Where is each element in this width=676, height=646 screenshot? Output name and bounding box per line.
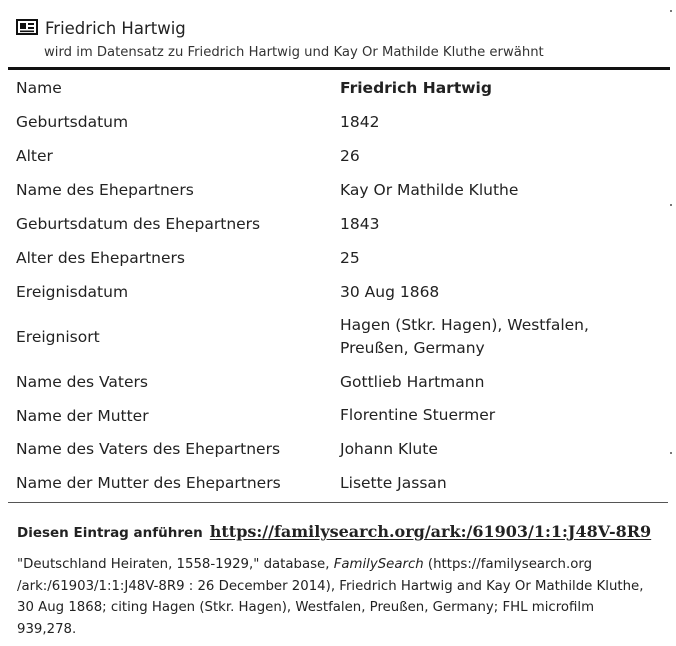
record-table (8, 71, 668, 500)
record-document-icon (16, 19, 38, 35)
field-label: Ereignisdatum (16, 283, 129, 301)
corner-mark (670, 10, 672, 12)
field-value: Florentine Stuermer (340, 406, 496, 424)
table-row (8, 466, 668, 500)
field-value: Johann Klute (340, 439, 438, 458)
field-value: Lisette Jassan (340, 473, 447, 492)
citation-text-end: (https://familysearch.org /ark:/61903/1:1:J48V-8R9 : 26 December 2014), Friedrich Hartwig and Kay Or Mathilde Kluthe, 30 Aug 1868; citing Hagen (Stkr. Hagen), Westfalen, Preußen, Germany; FHL microfilm 939,278. (17, 557, 644, 637)
table-row (8, 309, 668, 365)
field-label: Ereignisort (16, 328, 100, 346)
record-title: Friedrich Hartwig (45, 18, 186, 38)
citation-text (17, 554, 657, 640)
citation-link[interactable]: https://familysearch.org/ark:/61903/1:1:J48V-8R9 (209, 522, 652, 541)
table-row (8, 365, 668, 399)
table-row (8, 71, 668, 105)
field-value: Kay Or Mathilde Kluthe (340, 180, 519, 199)
record-header (16, 14, 668, 60)
table-row (8, 241, 668, 275)
field-value: Friedrich Hartwig (340, 78, 492, 97)
table-row (8, 139, 668, 173)
citation-label: Diesen Eintrag anführen (17, 525, 203, 541)
record-subtitle: wird im Datensatz zu Friedrich Hartwig und Kay Or Mathilde Kluthe erwähnt (44, 45, 544, 60)
field-value: 1843 (340, 214, 380, 233)
field-label: Name (16, 79, 62, 97)
field-label: Name des Vaters (16, 373, 148, 391)
field-label: Name der Mutter des Ehepartners (16, 474, 281, 492)
corner-mark (670, 204, 672, 206)
table-row (8, 173, 668, 207)
field-label: Alter des Ehepartners (16, 249, 185, 267)
corner-mark (670, 452, 672, 454)
field-label: Geburtsdatum (16, 113, 129, 131)
field-label: Name der Mutter (16, 406, 149, 425)
table-row (8, 399, 668, 432)
field-value: 30 Aug 1868 (340, 282, 440, 301)
field-value: 1842 (340, 112, 380, 131)
title-row (16, 14, 668, 42)
field-value: Gottlieb Hartmann (340, 372, 485, 391)
field-value: Hagen (Stkr. Hagen), Westfalen, Preußen, Germany (340, 316, 589, 357)
bottom-divider (8, 502, 668, 503)
field-label: Geburtsdatum des Ehepartners (16, 215, 261, 233)
field-label: Alter (16, 147, 53, 165)
table-row (8, 105, 668, 139)
field-value: 25 (340, 248, 360, 267)
citation-source-name: FamilySearch (333, 557, 424, 572)
table-row (8, 207, 668, 241)
table-row (8, 432, 668, 466)
top-divider (8, 67, 670, 70)
field-label: Name des Ehepartners (16, 181, 194, 199)
field-label: Name des Vaters des Ehepartners (16, 440, 281, 458)
table-row (8, 275, 668, 309)
citation-heading (17, 522, 651, 541)
citation-text-start: "Deutschland Heiraten, 1558-1929," database, (17, 557, 334, 572)
field-value: 26 (340, 146, 360, 165)
